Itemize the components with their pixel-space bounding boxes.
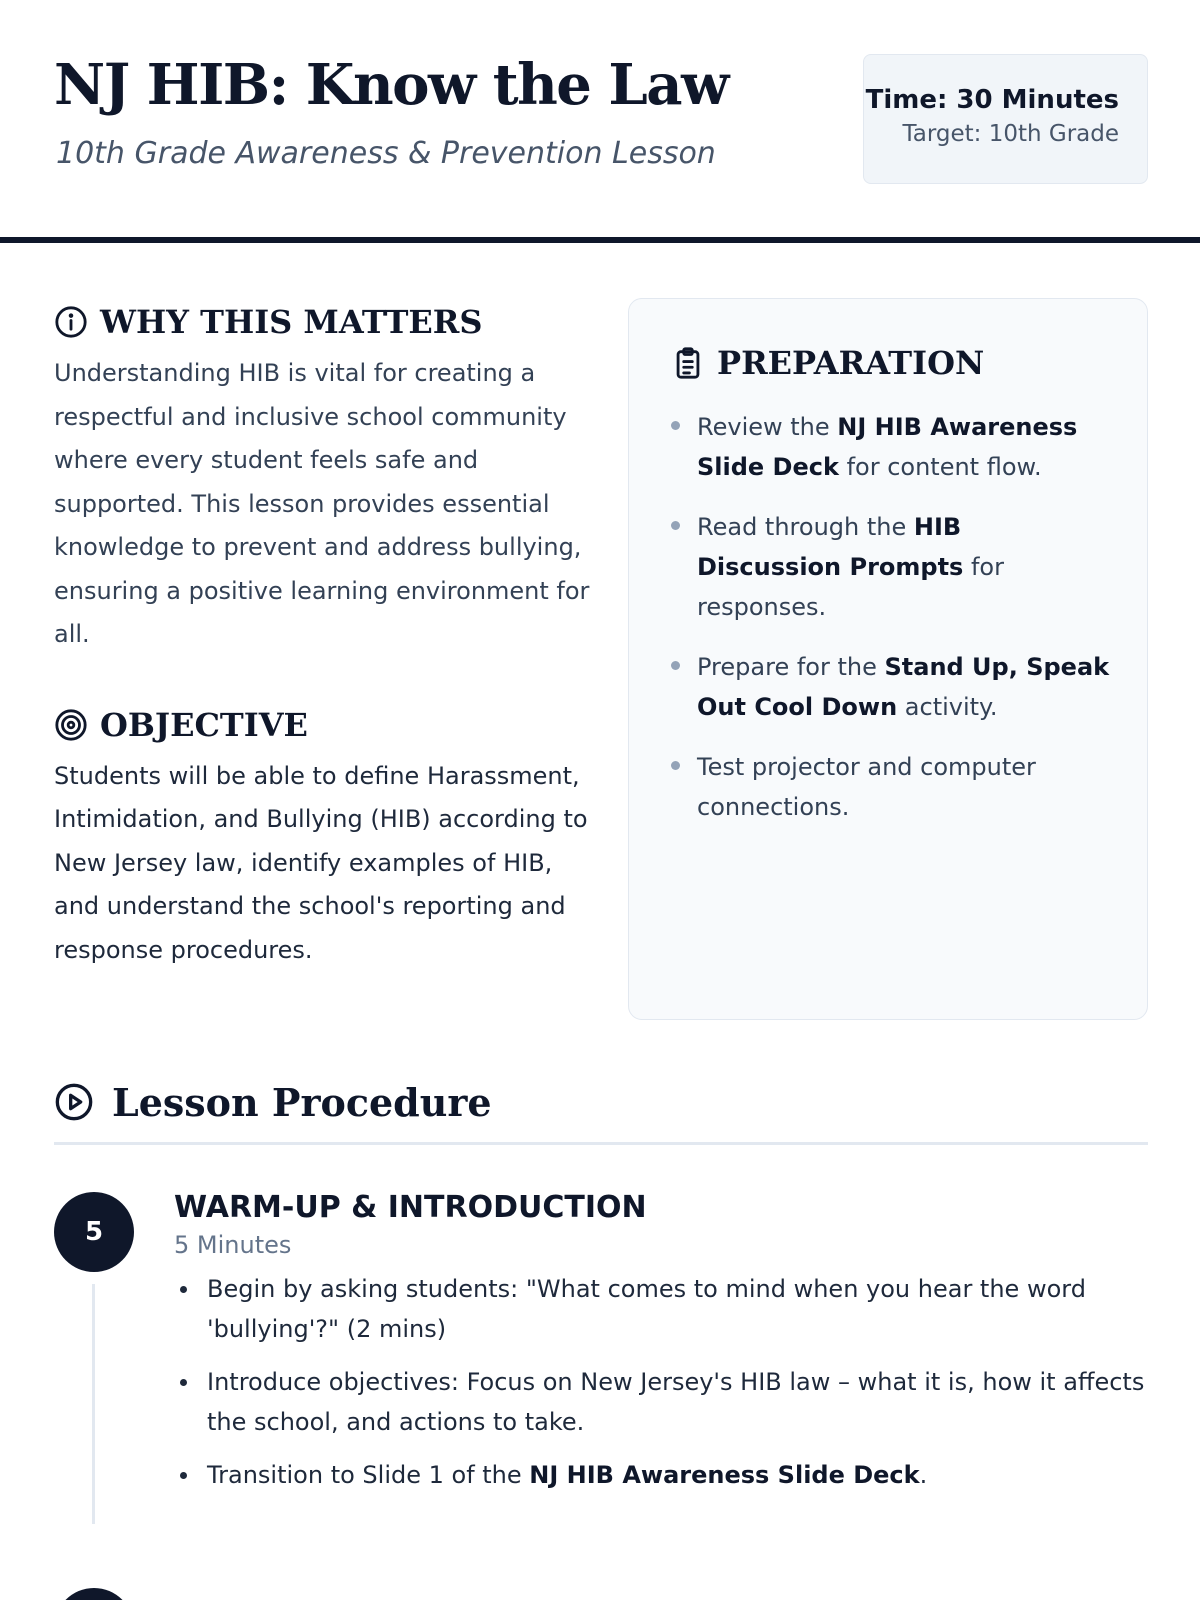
procedure-divider — [54, 1142, 1148, 1145]
step-item: Begin by asking students: "What comes to mind when you hear the word 'bullying'?" (2 mins) — [174, 1269, 1148, 1349]
preparation-title: PREPARATION — [717, 344, 985, 382]
objective-section-header — [54, 701, 594, 749]
step-item: Transition to Slide 1 of the NJ HIB Awareness Slide Deck. — [174, 1455, 1148, 1495]
step-list — [174, 1269, 1148, 1495]
objective-text: Students will be able to define Harassment, Intimidation, and Bullying (HIB) according to New Jersey law, identify examples of HIB, and understand the school's reporting and response procedures. — [54, 761, 588, 964]
left-column — [54, 298, 594, 972]
procedure-title: Lesson Procedure — [112, 1079, 492, 1125]
preparation-item: Test projector and computer connections. — [671, 747, 1111, 827]
play-circle-icon — [54, 1082, 94, 1122]
why-text: Understanding HIB is vital for creating a respectful and inclusive school community where every student feels safe and supported. This lesson provides essential knowledge to prevent and address bullying, ensuring a positive learning environment for all. — [54, 359, 590, 648]
objective-title: OBJECTIVE — [100, 705, 308, 744]
info-circle-icon — [54, 305, 88, 339]
target-icon — [54, 708, 88, 742]
page-title: NJ HIB: Know the Law — [54, 52, 728, 118]
page-subtitle: 10th Grade Awareness & Prevention Lesson — [56, 136, 716, 171]
why-title: WHY THIS MATTERS — [100, 303, 483, 341]
lesson-time: Time: 30 Minutes — [865, 85, 1119, 115]
why-section-header — [54, 298, 594, 346]
preparation-item: Read through the HIB Discussion Prompts for responses. — [671, 507, 1111, 627]
step-number-badge: 5 — [54, 1192, 134, 1272]
step-item: Introduce objectives: Focus on New Jersey's HIB law – what it is, how it affects the school, and actions to take. — [174, 1362, 1148, 1442]
procedure-header — [54, 1076, 1148, 1128]
next-step-badge — [54, 1588, 134, 1600]
lesson-meta-box — [863, 54, 1148, 184]
preparation-item: Review the NJ HIB Awareness Slide Deck for content flow. — [671, 407, 1111, 487]
step-title: WARM-UP & INTRODUCTION — [174, 1190, 647, 1225]
preparation-card — [628, 298, 1148, 1020]
preparation-list — [671, 407, 1111, 827]
lesson-target: Target: 10th Grade — [902, 121, 1119, 147]
step-timeline-line — [92, 1284, 95, 1524]
lesson-header — [54, 0, 1148, 238]
step-body — [174, 1184, 1148, 1508]
clipboard-icon — [671, 346, 705, 380]
lesson-procedure — [54, 1076, 1148, 1489]
preparation-header — [671, 339, 1111, 387]
step-duration: 5 Minutes — [174, 1231, 292, 1259]
preparation-item: Prepare for the Stand Up, Speak Out Cool Down activity. — [671, 647, 1111, 727]
header-divider — [0, 237, 1200, 243]
